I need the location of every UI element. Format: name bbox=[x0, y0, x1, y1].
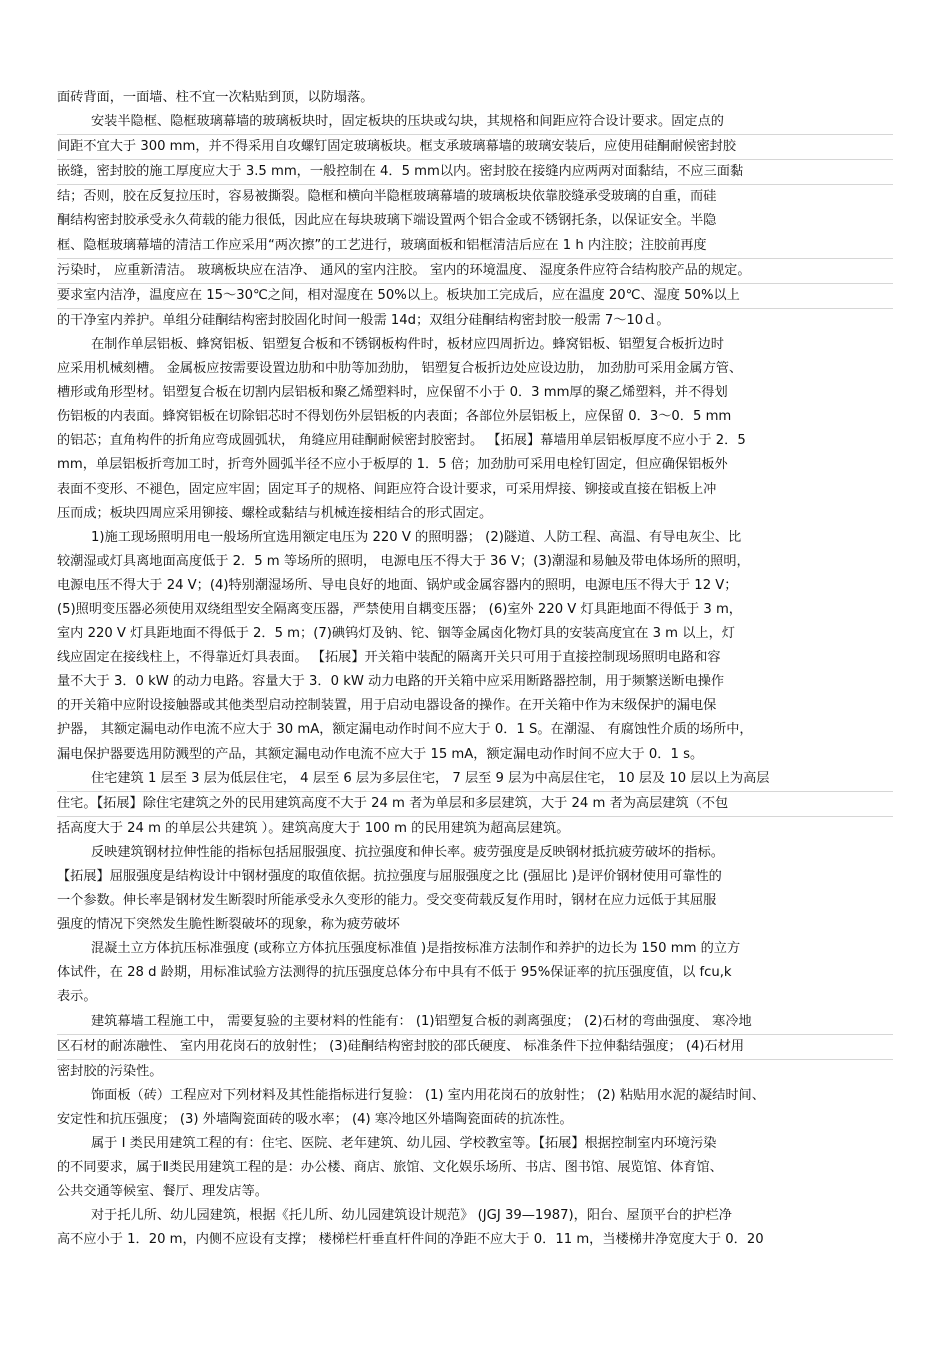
text-line: 属于 Ⅰ 类民用建筑工程的有：住宅、医院、老年建筑、幼儿园、学校教室等。【拓展】根据控制室内环境污染 bbox=[91, 1136, 717, 1152]
text-line: 括高度大于 24 m 的单层公共建筑 ）。建筑高度大于 100 m 的民用建筑为超高层建筑。 bbox=[57, 820, 570, 836]
text-line: 体试件，在 28 d 龄期，用标准试验方法测得的抗压强度总体分布中具有不低于 95%保证率的抗压强度值，以 fcu,k bbox=[57, 965, 732, 981]
text-line: 压而成；板块四周应采用铆接、螺栓或黏结与机械连接相结合的形式固定。 bbox=[57, 505, 493, 521]
document-body bbox=[57, 86, 893, 1253]
text-line: 反映建筑钢材拉伸性能的指标包括屈服强度、抗拉强度和伸长率。疲劳强度是反映钢材抵抗疲劳破坏的指标。 bbox=[91, 844, 724, 860]
text-line: 对于托儿所、幼儿园建筑，根据《托儿所、幼儿园建筑设计规范》 (JGJ 39—1987)，阳台、屋顶平台的护栏净 bbox=[91, 1208, 732, 1224]
text-line: 安定性和抗压强度； (3) 外墙陶瓷面砖的吸水率； (4) 寒冷地区外墙陶瓷面砖的抗冻性。 bbox=[57, 1111, 573, 1127]
text-line: 线应固定在接线柱上，不得靠近灯具表面。 【拓展】开关箱中装配的隔离开关只可用于直接控制现场照明电路和容 bbox=[57, 650, 721, 666]
text-line: 强度的情况下突然发生脆性断裂破坏的现象，称为疲劳破坏 bbox=[57, 917, 400, 933]
text-line: 安装半隐框、隐框玻璃幕墙的玻璃板块时，固定板块的压块或勾块，其规格和间距应符合设计要求。固定点的 bbox=[57, 110, 893, 135]
text-line: 表面不变形、不褪色，固定应牢固；固定耳子的规格、间距应符合设计要求，可采用焊接、铆接或直接在铝板上冲 bbox=[57, 481, 717, 497]
text-line: 应采用机械刻槽。 金属板应按需要设置边肋和中肋等加劲肋， 铝塑复合板折边处应设边肋， 加劲肋可采用金属方管、 bbox=[57, 361, 743, 377]
text-line: 量不大于 3．0 kW 的动力电路。容量大于 3．0 kW 动力电路的开关箱中应采用断路器控制，用于频繁送断电操作 bbox=[57, 674, 725, 690]
text-line: 室内 220 V 灯具距地面不得低于 2．5 m；(7)碘钨灯及钠、铊、铟等金属卤化物灯具的安装高度宜在 3 m 以上，灯 bbox=[57, 626, 735, 642]
text-line: 饰面板（砖）工程应对下列材料及其性能指标进行复验： (1) 室内用花岗石的放射性； (2) 粘贴用水泥的凝结时间、 bbox=[91, 1087, 765, 1103]
text-line: 区石材的耐冻融性、 室内用花岗石的放射性； (3)硅酮结构密封胶的邵氏硬度、 标准条件下拉伸黏结强度； (4)石材用 bbox=[57, 1035, 893, 1060]
text-line: 混凝土立方体抗压标准强度 (或称立方体抗压强度标准值 )是指按标准方法制作和养护的边长为 150 mm 的立方 bbox=[91, 941, 741, 957]
text-line: (5)照明变压器必须使用双绕组型安全隔离变压器，严禁使用自耦变压器； (6)室外 220 V 灯具距地面不得低于 3 m， bbox=[57, 601, 742, 617]
text-line: 较潮湿或灯具离地面高度低于 2．5 m 等场所的照明， 电源电压不得大于 36 V；(3)潮湿和易触及带电体场所的照明， bbox=[57, 553, 750, 569]
text-line: 密封胶的污染性。 bbox=[57, 1063, 163, 1079]
text-line: 一个参数。伸长率是钢材发生断裂时所能承受永久变形的能力。受交变荷载反复作用时，钢材在应力远低于其屈服 bbox=[57, 893, 717, 909]
text-line: 要求室内洁净，温度应在 15～30℃之间，相对湿度在 50%以上。板块加工完成后，应在温度 20℃、湿度 50%以上 bbox=[57, 284, 893, 309]
text-line: 高不应小于 1．20 m，内侧不应设有支撑； 楼梯栏杆垂直杆件间的净距不应大于 0．11 m，当楼梯井净宽度大于 0．20 bbox=[57, 1232, 764, 1248]
text-line: 在制作单层铝板、蜂窝铝板、铝塑复合板和不锈钢板构件时，板材应四周折边。蜂窝铝板、铝塑复合板折边时 bbox=[91, 336, 724, 352]
text-line: 嵌缝，密封胶的施工厚度应大于 3.5 mm，一般控制在 4．5 mm以内。密封胶在接缝内应两两对面黏结，不应三面黏 bbox=[57, 160, 893, 185]
text-line: mm，单层铝板折弯加工时，折弯外圆弧半径不应小于板厚的 1．5 倍；加劲肋可采用电栓钉固定，但应确保铝板外 bbox=[57, 457, 728, 473]
text-line: 住宅。【拓展】除住宅建筑之外的民用建筑高度不大于 24 m 者为单层和多层建筑，大于 24 m 者为高层建筑（不包 bbox=[57, 792, 893, 817]
text-line: 框、隐框玻璃幕墙的清洁工作应采用“两次擦”的工艺进行，玻璃面板和铝框清洁后应在 1 h 内注胶；注胶前再度 bbox=[57, 234, 893, 259]
text-line: 的不同要求，属于Ⅱ类民用建筑工程的是：办公楼、商店、旅馆、文化娱乐场所、书店、图书馆、展览馆、体育馆、 bbox=[57, 1160, 723, 1176]
text-line: 公共交通等候室、餐厅、理发店等。 bbox=[57, 1184, 268, 1200]
text-line: 的开关箱中应附设接触器或其他类型启动控制装置，用于启动电器设备的操作。在开关箱中作为末级保护的漏电保 bbox=[57, 698, 717, 714]
text-line: 伤铝板的内表面。蜂窝铝板在切除铝芯时不得划伤外层铝板的内表面；各部位外层铝板上，应保留 0．3～0．5 mm bbox=[57, 409, 732, 425]
text-line: 面砖背面，一面墙、柱不宜一次粘贴到顶，以防塌落。 bbox=[57, 90, 374, 105]
text-line: 住宅建筑 1 层至 3 层为低层住宅， 4 层至 6 层为多层住宅， 7 层至 9 层为中高层住宅， 10 层及 10 层以上为高层 bbox=[57, 767, 893, 792]
text-line: 护器， 其额定漏电动作电流不应大于 30 mA，额定漏电动作时间不应大于 0．1 S。在潮湿、 有腐蚀性介质的场所中， bbox=[57, 722, 753, 738]
text-line: 1)施工现场照明用电一般场所宜选用额定电压为 220 V 的照明器； (2)隧道、人防工程、高温、有导电灰尘、比 bbox=[91, 529, 742, 545]
text-line: 污染时， 应重新清洁。 玻璃板块应在洁净、 通风的室内注胶。 室内的环境温度、 湿度条件应符合结构胶产品的规定。 bbox=[57, 259, 893, 284]
text-line: 电源电压不得大于 24 V；(4)特别潮湿场所、导电良好的地面、锅炉或金属容器内的照明，电源电压不得大于 12 V； bbox=[57, 577, 738, 593]
text-line: 【拓展】屈服强度是结构设计中钢材强度的取值依据。抗拉强度与屈服强度之比 (强屈比 )是评价钢材使用可靠性的 bbox=[57, 869, 722, 884]
text-line: 建筑幕墙工程施工中， 需要复验的主要材料的性能有： (1)铝塑复合板的剥离强度； (2)石材的弯曲强度、 寒冷地 bbox=[57, 1010, 893, 1035]
text-line: 表示。 bbox=[57, 989, 97, 1005]
text-line: 间距不宜大于 300 mm，并不得采用自攻螺钉固定玻璃板块。框支承玻璃幕墙的玻璃安装后，应使用硅酮耐候密封胶 bbox=[57, 135, 893, 160]
text-line: 的铝芯；直角构件的折角应弯成圆弧状， 角缝应用硅酮耐候密封胶密封。 【拓展】幕墙用单层铝板厚度不应小于 2．5 bbox=[57, 433, 746, 449]
text-line: 酮结构密封胶承受永久荷载的能力很低，因此应在每块玻璃下端设置两个铝合金或不锈钢托条，以保证安全。半隐 bbox=[57, 213, 717, 229]
text-line: 的干净室内养护。单组分硅酮结构密封胶固化时间一般需 14d；双组分硅酮结构密封胶一般需 7～10ｄ。 bbox=[57, 312, 670, 328]
text-line: 漏电保护器要选用防溅型的产品，其额定漏电动作电流不应大于 15 mA，额定漏电动作时间不应大于 0．1 s。 bbox=[57, 746, 704, 762]
text-line: 结；否则，胶在反复拉压时，容易被撕裂。隐框和横向半隐框玻璃幕墙的玻璃板块依靠胶缝承受玻璃的自重，而硅 bbox=[57, 189, 717, 205]
text-line: 槽形或角形型材。铝塑复合板在切割内层铝板和聚乙烯塑料时，应保留不小于 0．3 mm厚的聚乙烯塑料，并不得划 bbox=[57, 385, 728, 401]
